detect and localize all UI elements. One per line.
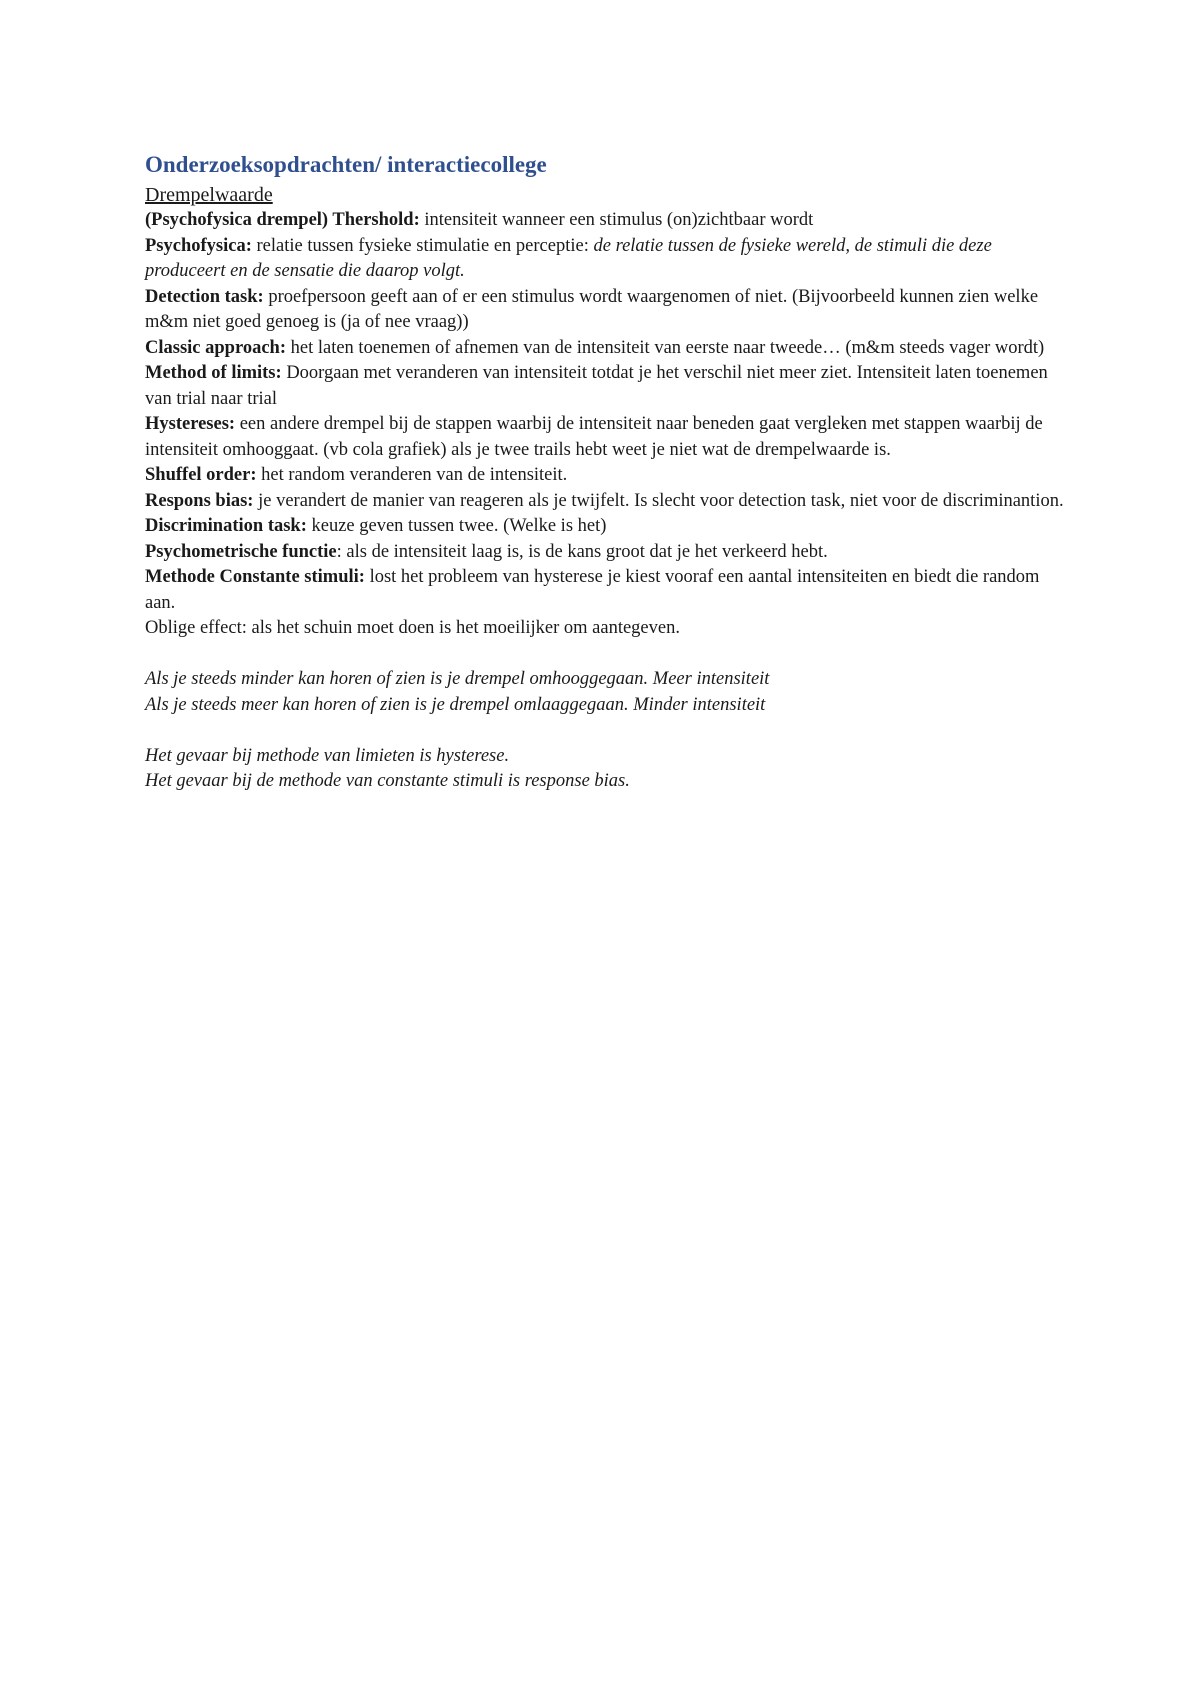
definition-item bbox=[145, 412, 1065, 463]
definition-term: Psychometrische functie bbox=[145, 541, 337, 562]
definition-list bbox=[145, 208, 1065, 642]
spacer bbox=[145, 718, 1065, 744]
definition-text: relatie tussen fysieke stimulatie en perceptie: bbox=[251, 235, 594, 256]
definition-term: Respons bias: bbox=[145, 490, 254, 511]
definition-term: (Psychofysica drempel) Thershold: bbox=[145, 210, 420, 230]
definition-item bbox=[145, 540, 1065, 566]
definition-item bbox=[145, 234, 1065, 285]
notes-danger bbox=[145, 744, 1065, 795]
note-line: Het gevaar bij de methode van constante stimuli is response bias. bbox=[145, 771, 630, 791]
definition-text: je verandert de manier van reageren als je twijfelt. Is slecht voor detection task, niet voor de discriminantion. bbox=[253, 490, 1064, 511]
definition-item bbox=[145, 285, 1065, 336]
note-line: Het gevaar bij methode van limieten is hysterese. bbox=[145, 745, 510, 766]
definition-item bbox=[145, 463, 1065, 489]
definition-term: Discrimination task: bbox=[145, 516, 307, 536]
definition-item bbox=[145, 514, 1065, 540]
definition-text: lost het probleem van hysterese je kiest vooraf een aantal intensiteiten en biedt die random aan. bbox=[145, 567, 1040, 613]
definition-item bbox=[145, 336, 1065, 362]
definition-text: keuze geven tussen twee. (Welke is het) bbox=[306, 516, 607, 536]
section-heading: Drempelwaarde bbox=[145, 184, 273, 206]
definition-text: Doorgaan met veranderen van intensiteit totdat je het verschil niet meer ziet. Intensiteit laten toenemen van trial naar trial bbox=[145, 363, 1048, 409]
definition-text: het laten toenemen of afnemen van de intensiteit van eerste naar tweede… (m&m steeds vager wordt) bbox=[286, 337, 1045, 358]
definition-item bbox=[145, 208, 1065, 234]
definition-term: Methode Constante stimuli: bbox=[145, 567, 365, 587]
definition-item bbox=[145, 616, 1065, 642]
notes-threshold bbox=[145, 667, 1065, 718]
definition-item bbox=[145, 361, 1065, 412]
note-line: Als je steeds meer kan horen of zien is je drempel omlaaggegaan. Minder intensiteit bbox=[145, 694, 766, 715]
definition-term: Classic approach: bbox=[145, 337, 286, 358]
definition-text: intensiteit wanneer een stimulus (on)zichtbaar wordt bbox=[419, 210, 814, 230]
definition-text: een andere drempel bij de stappen waarbij de intensiteit naar beneden gaat vergleken met stappen waarbij de intensiteit omhooggaat. (vb cola grafiek) als je twee trails hebt weet je niet wat de drempelwaarde is. bbox=[145, 414, 1043, 460]
document-body bbox=[145, 150, 1065, 795]
definition-item bbox=[145, 489, 1065, 515]
definition-term: Shuffel order: bbox=[145, 465, 257, 485]
spacer bbox=[145, 642, 1065, 668]
definition-text: : als de intensiteit laag is, is de kans groot dat je het verkeerd hebt. bbox=[336, 541, 828, 562]
definition-term: Hystereses: bbox=[145, 414, 236, 434]
definition-term: Method of limits: bbox=[145, 363, 282, 383]
note-line: Als je steeds minder kan horen of zien is je drempel omhooggegaan. Meer intensiteit bbox=[145, 669, 770, 689]
definition-term: Psychofysica: bbox=[145, 235, 252, 256]
definition-term: Detection task: bbox=[145, 286, 264, 307]
definition-text: het random veranderen van de intensiteit. bbox=[256, 465, 568, 485]
document-title: Onderzoeksopdrachten/ interactiecollege bbox=[145, 152, 547, 177]
definition-emphasis: de relatie tussen de fysieke wereld, de stimuli die deze produceert en de sensatie die daarop volgt. bbox=[145, 235, 992, 281]
definition-text: proefpersoon geeft aan of er een stimulus wordt waargenomen of niet. (Bijvoorbeeld kunnen zien welke m&m niet goed genoeg is (ja of nee vraag)) bbox=[145, 286, 1039, 332]
definition-item bbox=[145, 565, 1065, 616]
definition-text: Oblige effect: als het schuin moet doen is het moeilijker om aantegeven. bbox=[145, 618, 680, 638]
